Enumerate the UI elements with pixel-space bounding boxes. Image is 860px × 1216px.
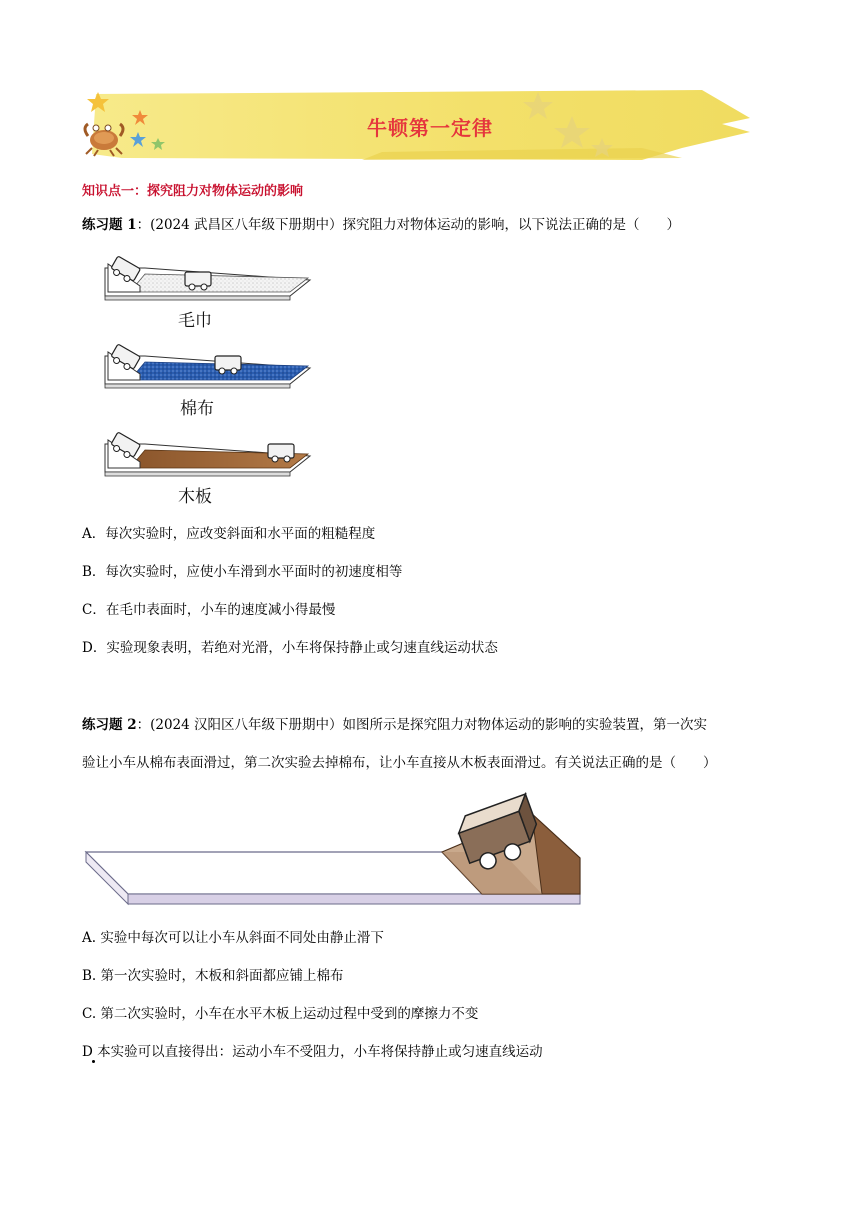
q1-label: 练习题 1 (82, 217, 137, 233)
q1-stem-text: ：(2024 武昌区八年级下册期中）探究阻力对物体运动的影响，以下说法正确的是（ ） (136, 217, 681, 233)
q1-option-a: A．每次实验时，应改变斜面和水平面的粗糙程度 (82, 526, 376, 542)
q2-option-d: D 本实验可以直接得出：运动小车不受阻力，小车将保持静止或匀速直线运动 (82, 1044, 543, 1060)
q2-option-c: C. 第二次实验时，小车在水平木板上运动过程中受到的摩擦力不变 (82, 1006, 479, 1022)
q2-option-a: A. 实验中每次可以让小车从斜面不同处由静止滑下 (82, 930, 384, 946)
q1-option-b: B．每次实验时，应使小车滑到水平面时的初速度相等 (82, 564, 403, 580)
figure-label-cotton: 棉布 (180, 399, 214, 419)
ramp-towel (105, 256, 310, 300)
q1-stem (82, 215, 680, 235)
page-title: 牛顿第一定律 (367, 116, 493, 140)
q2-option-b: B. 第一次实验时，木板和斜面都应铺上棉布 (82, 968, 344, 984)
stray-dot (92, 1060, 95, 1063)
figure-label-wood: 木板 (178, 487, 212, 507)
q2-label: 练习题 2 (82, 717, 137, 733)
q2-stem-text-1: ：(2024 汉阳区八年级下册期中）如图所示是探究阻力对物体运动的影响的实验装置，第一次实 (136, 717, 708, 733)
q1-figure (100, 250, 315, 510)
q1-option-c: C．在毛巾表面时，小车的速度减小得最慢 (82, 602, 336, 618)
ramp-cotton (105, 344, 310, 388)
section-heading: 知识点一：探究阻力对物体运动的影响 (82, 184, 304, 199)
ramp-wood (105, 432, 310, 476)
q1-option-d: D．实验现象表明，若绝对光滑，小车将保持静止或匀速直线运动状态 (82, 640, 498, 656)
figure-label-towel: 毛巾 (178, 311, 212, 331)
q2-figure (82, 790, 587, 910)
q2-stem-line1 (82, 715, 707, 735)
q2-stem-line2: 验让小车从棉布表面滑过，第二次实验去掉棉布，让小车直接从木板表面滑过。有关说法正确的是（ ） (82, 755, 717, 771)
